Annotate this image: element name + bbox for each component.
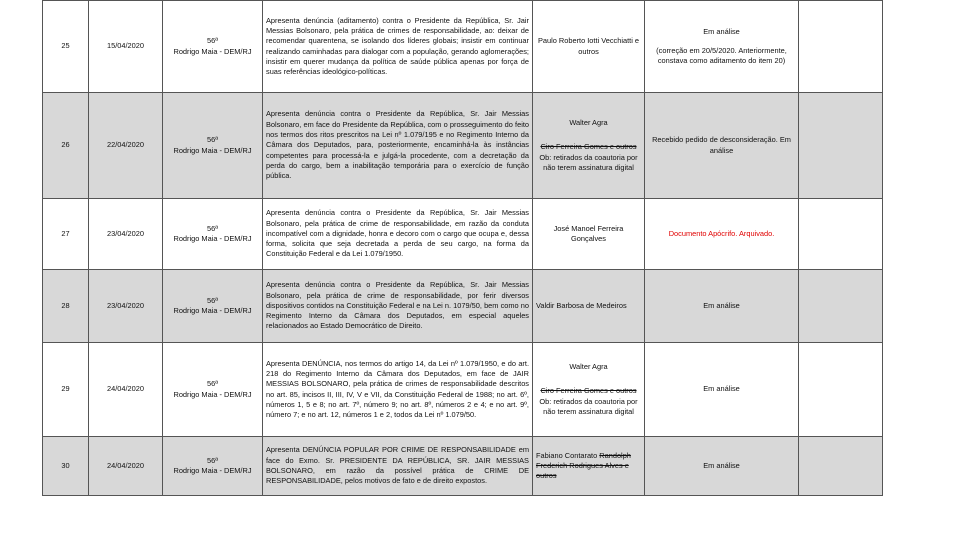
row-house — [163, 343, 263, 437]
row-description: Apresenta denúncia contra o Presidente da República, Sr. Jair Messias Bolsonaro, pela prática de crime de responsabilidade, em razão da conduta incompatível com a dignidade, honra e decoro com o cargo que ocupa e, dessa forma, solicita que seja decretada a perda de seu cargo, na forma da Constituição Federal e da Lei 1.079/1950. — [263, 199, 533, 270]
row-number: 25 — [43, 1, 89, 93]
table-row — [43, 93, 883, 199]
row-status: Em análise — [645, 270, 799, 343]
legislature: 56ª — [207, 223, 218, 233]
row-date: 23/04/2020 — [89, 270, 163, 343]
row-date: 23/04/2020 — [89, 199, 163, 270]
legislature: 56ª — [207, 295, 218, 305]
row-author — [533, 199, 645, 270]
row-author — [533, 343, 645, 437]
row-author — [533, 270, 645, 343]
row-description: Apresenta denúncia (aditamento) contra o Presidente da República, Sr. Jair Messias Bolsonaro, pela prática de crimes de responsabilidade, ao: deixar de recomendar quarentena, se isolando dos líderes globais; insistir em continuar realizando caminhadas para dialogar com a população, gerando aglomerações; insistir em querer mudança da política de saúde pública apenas por força de suas referências ideológico-políticas. — [263, 1, 533, 93]
row-date: 24/04/2020 — [89, 437, 163, 496]
row-house — [163, 270, 263, 343]
row-author — [533, 1, 645, 93]
table-row — [43, 437, 883, 496]
row-status: Em análise — [645, 343, 799, 437]
row-status: Em análise — [645, 437, 799, 496]
row-description: Apresenta DENÚNCIA POPULAR POR CRIME DE RESPONSABILIDADE em face do Exmo. Sr. PRESIDENTE DA REPÚBLICA, SR. JAIR MESSIAS BOLSONARO, em razão da possível prática de CRIME DE RESPONSABILIDADE, pelos motivos de fato e de direito expostos. — [263, 437, 533, 496]
row-extra-cell — [799, 437, 883, 496]
row-date: 15/04/2020 — [89, 1, 163, 93]
author-name: Valdir Barbosa de Medeiros — [536, 300, 627, 310]
row-extra-cell — [799, 93, 883, 199]
row-number: 29 — [43, 343, 89, 437]
author-name: Walter Agra — [569, 117, 608, 127]
row-description: Apresenta DENÚNCIA, nos termos do artigo 14, da Lei nº 1.079/1950, e do art. 218 do Regimento Interno da Câmara dos Deputados, em face de JAIR MESSIAS BOLSONARO, pela prática de crimes de responsabilidade descritos no art. 85, incisos II, III, IV, V e VII, da Constituição Federal de 1988; no art. 6º, números 1, 5 e 8; no art. 7º, número 9; no art. 8º, números 2 e 4; e no art. 9º, número 7; e no art. 12, números 1 e 2, todos da Lei nº 1.079/50. — [263, 343, 533, 437]
row-status — [645, 1, 799, 93]
row-house — [163, 199, 263, 270]
table-row — [43, 1, 883, 93]
author-struck: Ciro Ferreira Gomes e outros — [540, 386, 637, 396]
status-note: (correção em 20/5/2020. Anteriormente, constava como aditamento do item 20) — [656, 45, 787, 66]
legislature: 56ª — [207, 379, 218, 389]
house-president: Rodrigo Maia - DEM/RJ — [173, 234, 252, 243]
row-status: Recebido pedido de desconsideração. Em análise — [645, 93, 799, 199]
row-number: 28 — [43, 270, 89, 343]
row-house — [163, 437, 263, 496]
author-observation: Ob: retirados da coautoria por não terem assinatura digital — [539, 396, 638, 416]
author-name: Fabiano Contarato — [536, 450, 598, 460]
author-name: Paulo Roberto Iotti Vecchiatti e outros — [537, 36, 640, 56]
row-number: 27 — [43, 199, 89, 270]
author-struck: Randolph Frederich Rodrigues Alves e outros — [536, 450, 631, 481]
row-extra-cell — [799, 199, 883, 270]
row-extra-cell — [799, 343, 883, 437]
table-row — [43, 270, 883, 343]
row-description: Apresenta denúncia contra o Presidente da República, Sr. Jair Messias Bolsonaro, em face do Presidente da República, com o prosseguimento do feito nos termos dos ritos prescritos na Lei nº 1.079/195 e no Regimento Interno da Câmara dos Deputados, para, posteriormente, encaminhá-la às instâncias competentes para processá-la e julgá-la procedente, com a decretação da perda do cargo, bem a inabilitação temporária para o exercício de função pública. — [263, 93, 533, 199]
author-struck: Ciro Ferreira Gomes e outros — [540, 142, 637, 152]
row-status: Documento Apócrifo. Arquivado. — [645, 199, 799, 270]
house-president: Rodrigo Maia - DEM/RJ — [173, 389, 252, 399]
author-observation: Ob: retirados da coautoria por não terem assinatura digital — [539, 152, 638, 172]
row-author — [533, 437, 645, 496]
impeachment-requests-table — [42, 0, 883, 496]
author-name: Walter Agra — [569, 361, 608, 371]
row-description: Apresenta denúncia contra o Presidente da República, Sr. Jair Messias Bolsonaro, pela prática de crime de responsabilidade, por ferir diversos dispositivos contidos na Constituição Federal e na Lei n. 1079/50, bem como no Regimento Interno da Câmara dos Deputados, em especial aqueles relacionados ao Estado Democrático de Direito. — [263, 270, 533, 343]
house-president: Rodrigo Maia - DEM/RJ — [173, 306, 252, 315]
table-row — [43, 199, 883, 270]
row-number: 30 — [43, 437, 89, 496]
status-text: Em análise — [703, 26, 740, 36]
row-house — [163, 93, 263, 199]
legislature: 56ª — [207, 36, 218, 46]
row-date: 22/04/2020 — [89, 93, 163, 199]
row-extra-cell — [799, 270, 883, 343]
legislature: 56ª — [207, 455, 218, 465]
table-row — [43, 343, 883, 437]
house-president: Rodrigo Maia - DEM/RJ — [173, 145, 252, 155]
row-author — [533, 93, 645, 199]
house-president: Rodrigo Maia - DEM/RJ — [173, 46, 252, 56]
author-name: José Manoel Ferreira Gonçalves — [553, 223, 624, 243]
row-house — [163, 1, 263, 93]
house-president: Rodrigo Maia - DEM/RJ — [173, 466, 252, 475]
row-date: 24/04/2020 — [89, 343, 163, 437]
legislature: 56ª — [207, 135, 218, 145]
row-extra-cell — [799, 1, 883, 93]
row-number: 26 — [43, 93, 89, 199]
